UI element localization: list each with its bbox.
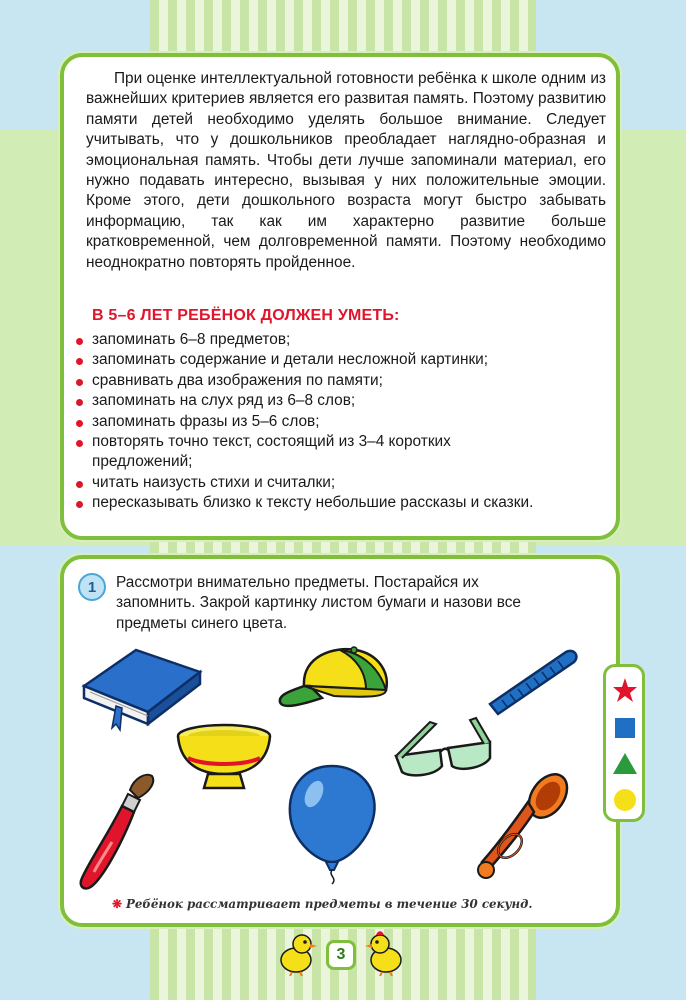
skill-item: пересказывать близко к тексту небольшие рассказы и сказки.: [74, 493, 544, 513]
star-icon: [612, 677, 638, 703]
triangle-icon: [612, 751, 638, 777]
task-number-badge: 1: [78, 573, 106, 601]
note-text: Ребёнок рассматривает предметы в течение 30 секунд.: [126, 897, 533, 911]
paintbrush-icon: [72, 768, 162, 898]
skill-item: запоминать содержание и детали несложной картинки;: [74, 350, 544, 370]
skill-item: повторять точно текст, состоящий из 3–4 коротких предложений;: [74, 432, 544, 473]
note-marker-icon: ❋: [112, 897, 122, 911]
chick-left-icon: [276, 930, 318, 976]
page-number: 3: [326, 940, 356, 970]
square-icon: [612, 715, 638, 741]
skills-heading: В 5–6 ЛЕТ РЕБЁНОК ДОЛЖЕН УМЕТЬ:: [92, 307, 400, 324]
shape-legend: [603, 664, 645, 822]
skill-item: запоминать фразы из 5–6 слов;: [74, 412, 544, 432]
skill-item: запоминать на слух ряд из 6–8 слов;: [74, 391, 544, 411]
cap-icon: [274, 642, 404, 714]
info-card: [60, 53, 620, 540]
chick-right-icon: [364, 930, 406, 976]
bowl-icon: [174, 722, 274, 794]
skill-item: запоминать 6–8 предметов;: [74, 330, 544, 350]
skills-list: [74, 330, 544, 514]
skill-item: сравнивать два изображения по памяти;: [74, 371, 544, 391]
intro-paragraph: При оценке интеллектуальной готовности ребёнка к школе одним из важнейших критериев является его развитая память. Поэтому развитию памяти детей необходимо уделять большое внимание. Следует учитывать, что у дошкольников преобладает наглядно-образная и эмоциональная память. Чтобы дети лучше запоминали материал, его нужно подавать интересно, вызывая у них положительные эмоции. Кроме этого, дети дошкольного возраста могут быстро забывать информацию, так как им характерно развитие больше кратковременной, чем долговременной памяти. Поэтому необходимо неоднократно повторять пройденное.: [86, 70, 606, 271]
balloon-icon: [282, 762, 382, 886]
circle-icon: [612, 787, 638, 813]
trumpet-icon: [464, 766, 574, 886]
comb-icon: [486, 646, 582, 718]
task-instruction: Рассмотри внимательно предметы. Постарайся их запомнить. Закрой картинку листом бумаги и назови все предметы синего цвета.: [116, 574, 521, 632]
skill-item: читать наизусть стихи и считалки;: [74, 473, 544, 493]
task-note: [112, 897, 582, 911]
